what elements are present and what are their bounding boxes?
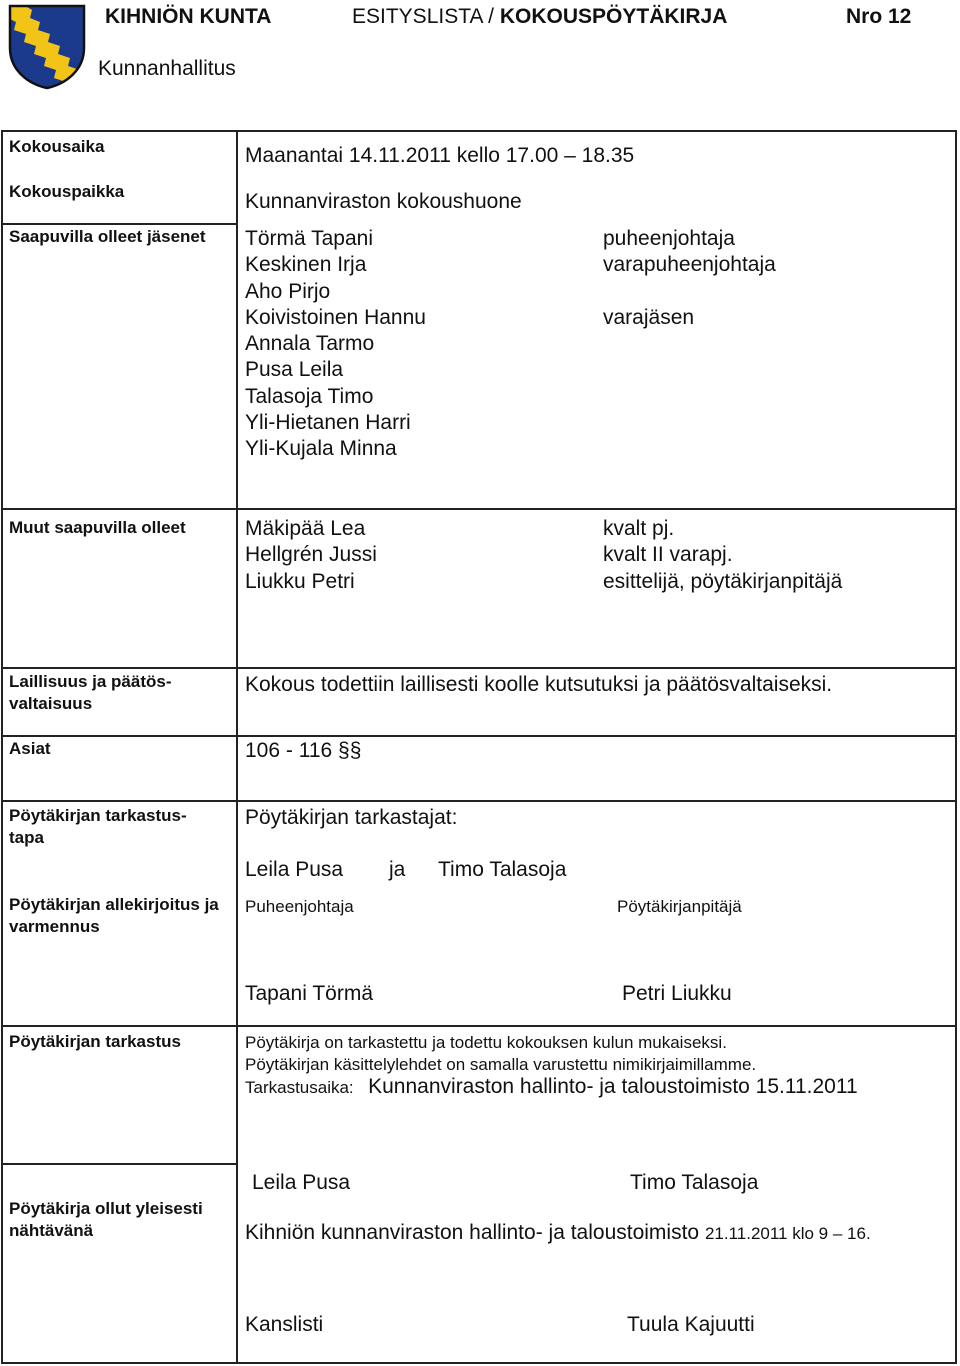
other-name: Liukku Petri <box>245 569 355 593</box>
public-display-place: Kihniön kunnanviraston hallinto- ja taloustoimisto <box>245 1221 705 1244</box>
reviewer-and: ja <box>389 858 406 881</box>
review-label: Pöytäkirjan tarkastus <box>9 1032 181 1051</box>
member-name: Törmä Tapani <box>245 227 374 250</box>
member-role: varapuheenjohtaja <box>603 253 776 277</box>
legality-value: Kokous todettiin laillisesti koolle kutsutuksi ja päätösvaltaiseksi. <box>245 673 833 696</box>
review-line-1: Pöytäkirja on tarkastettu ja todettu kokouksen kulun mukaiseksi. <box>245 1033 727 1052</box>
reviewer-1: Leila Pusa <box>245 858 344 881</box>
meeting-time-value: Maanantai 14.11.2011 kello 17.00 – 18.35 <box>245 144 635 167</box>
governing-body: Kunnanhallitus <box>98 57 236 80</box>
secretary-name: Petri Liukku <box>622 982 732 1005</box>
other-role: esittelijä, pöytäkirjanpitäjä <box>603 569 843 593</box>
items-value: 106 - 116 §§ <box>245 739 362 762</box>
member-name: Pusa Leila <box>245 358 344 382</box>
members-roles <box>603 226 776 463</box>
members-names <box>245 226 426 463</box>
items-label: Asiat <box>9 739 51 758</box>
other-role: kvalt II varapj. <box>603 543 733 567</box>
document-type <box>352 5 727 29</box>
row-divider <box>1 667 956 669</box>
member-name: Talasoja Timo <box>245 384 374 408</box>
legality-label: Laillisuus ja päätös-valtaisuus <box>9 672 172 713</box>
clerk-title: Kanslisti <box>245 1313 324 1336</box>
document-number: Nro 12 <box>846 5 912 28</box>
member-role <box>603 410 776 436</box>
others-roles <box>603 516 842 595</box>
row-divider <box>1 1025 956 1027</box>
public-display-value <box>245 1220 871 1246</box>
others-names <box>245 516 377 595</box>
row-divider <box>1 223 237 225</box>
meeting-place-label: Kokouspaikka <box>9 182 125 201</box>
member-role <box>603 331 776 357</box>
other-name: Mäkipää Lea <box>245 517 366 540</box>
table-top-border <box>1 130 956 132</box>
chair-title: Puheenjohtaja <box>245 897 354 916</box>
table-right-border <box>955 130 957 1364</box>
review-line-2: Pöytäkirjan käsittelylehdet on samalla varustettu nimikirjaimillamme. <box>245 1055 757 1074</box>
member-name: Aho Pirjo <box>245 279 331 303</box>
member-role: varajäsen <box>603 305 695 329</box>
chair-name: Tapani Törmä <box>245 982 374 1005</box>
secretary-title: Pöytäkirjanpitäjä <box>617 897 742 916</box>
member-role <box>603 279 776 305</box>
document-type-prefix: ESITYSLISTA / <box>352 5 500 28</box>
review-time <box>245 1074 858 1100</box>
member-role <box>603 436 776 462</box>
member-name: Koivistoinen Hannu <box>245 305 426 329</box>
others-label: Muut saapuvilla olleet <box>9 518 186 537</box>
table-bottom-border <box>1 1362 956 1364</box>
member-name: Yli-Hietanen Harri <box>245 411 411 435</box>
other-name: Hellgrén Jussi <box>245 543 377 567</box>
member-name: Yli-Kujala Minna <box>245 437 397 461</box>
municipality-name: KIHNIÖN KUNTA <box>105 5 272 28</box>
table-column-divider <box>236 130 238 1364</box>
signature-label: Pöytäkirjan allekirjoitus ja varmennus <box>9 895 219 936</box>
review-time-label: Tarkastusaika: <box>245 1078 354 1097</box>
member-name: Keskinen Irja <box>245 253 367 277</box>
table-left-border <box>1 130 3 1364</box>
member-role <box>603 357 776 383</box>
clerk-name: Tuula Kajuutti <box>627 1313 755 1336</box>
row-divider <box>1 508 956 510</box>
review-signature-2: Timo Talasoja <box>630 1171 759 1194</box>
reviewers-heading: Pöytäkirjan tarkastajat: <box>245 806 458 829</box>
member-role: puheenjohtaja <box>603 227 735 250</box>
public-display-date: 21.11.2011 klo 9 – 16. <box>704 1224 871 1243</box>
review-signature-1: Leila Pusa <box>252 1171 351 1194</box>
document-type-main: KOKOUSPÖYTÄKIRJA <box>499 5 728 28</box>
meeting-time-label: Kokousaika <box>9 137 105 156</box>
public-display-label: Pöytäkirja ollut yleisesti nähtävänä <box>9 1199 203 1240</box>
review-method-label: Pöytäkirjan tarkastus-tapa <box>9 806 187 847</box>
meeting-place-value: Kunnanviraston kokoushuone <box>245 190 522 213</box>
member-role <box>603 384 776 410</box>
reviewer-2: Timo Talasoja <box>438 858 567 881</box>
coat-of-arms-icon <box>8 4 86 90</box>
review-time-value: Kunnanviraston hallinto- ja taloustoimisto 15.11.2011 <box>368 1075 858 1098</box>
row-divider <box>1 1163 237 1165</box>
member-name: Annala Tarmo <box>245 332 375 356</box>
row-divider <box>1 735 956 737</box>
other-role: kvalt pj. <box>603 517 675 540</box>
members-label: Saapuvilla olleet jäsenet <box>9 227 206 246</box>
row-divider <box>1 800 956 802</box>
